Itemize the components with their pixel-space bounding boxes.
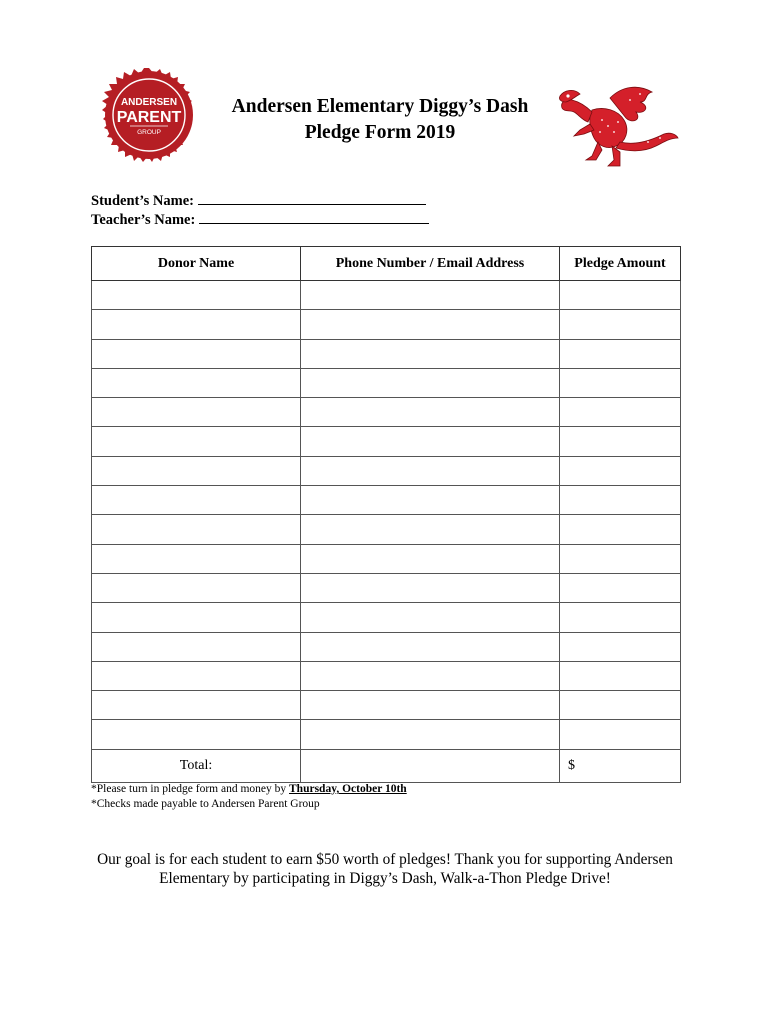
contact-cell[interactable] [301,573,560,602]
table-row [92,720,681,749]
pledge-amount-cell[interactable] [560,603,681,632]
pledge-amount-cell[interactable] [560,486,681,515]
table-row [92,632,681,661]
teacher-name-line[interactable] [199,210,429,224]
goal-message [80,850,690,888]
total-label: Total: [92,749,301,782]
donor-name-cell[interactable] [92,368,301,397]
contact-cell[interactable] [301,427,560,456]
note-deadline-text: *Please turn in pledge form and money by [91,783,290,795]
deadline-date: Thursday, October 10th [289,783,407,795]
logo-text-line2: PARENT [116,109,182,126]
total-blank-cell [301,749,560,782]
table-row [92,661,681,690]
pledge-amount-cell[interactable] [560,573,681,602]
contact-cell[interactable] [301,368,560,397]
donor-name-cell[interactable] [92,544,301,573]
contact-cell[interactable] [301,661,560,690]
table-row [92,398,681,427]
table-row [92,339,681,368]
pledge-amount-cell[interactable] [560,544,681,573]
table-row [92,515,681,544]
pledge-amount-cell[interactable] [560,515,681,544]
pledge-amount-cell[interactable] [560,368,681,397]
pledge-amount-cell[interactable] [560,310,681,339]
logo-text-line3: GROUP [137,129,161,136]
goal-line1: Our goal is for each student to earn $50 worth of pledges! Thank you for supporting Andersen [97,851,673,868]
donor-name-cell[interactable] [92,691,301,720]
contact-cell[interactable] [301,486,560,515]
donor-name-cell[interactable] [92,661,301,690]
teacher-name-field[interactable] [91,210,429,229]
teacher-name-label: Teacher’s Name: [91,212,196,228]
title-line1: Andersen Elementary Diggy’s Dash [231,96,529,117]
note-deadline [91,782,407,797]
header-pledge-amount: Pledge Amount [560,247,681,281]
pledge-amount-cell[interactable] [560,691,681,720]
table-row [92,486,681,515]
table-row [92,573,681,602]
donor-name-cell[interactable] [92,310,301,339]
title-line2: Pledge Form 2019 [304,122,456,143]
pledge-table [91,246,681,783]
contact-cell[interactable] [301,281,560,310]
pledge-amount-cell[interactable] [560,281,681,310]
student-name-field[interactable] [91,191,426,210]
table-row [92,368,681,397]
header-phone-email: Phone Number / Email Address [301,247,560,281]
pledge-amount-cell[interactable] [560,398,681,427]
donor-name-cell[interactable] [92,720,301,749]
total-amount[interactable]: $ [560,749,681,782]
table-row [92,427,681,456]
contact-cell[interactable] [301,398,560,427]
goal-line2: Elementary by participating in Diggy’s Dash, Walk-a-Thon Pledge Drive! [159,870,611,887]
donor-name-cell[interactable] [92,398,301,427]
donor-name-cell[interactable] [92,339,301,368]
pledge-amount-cell[interactable] [560,339,681,368]
contact-cell[interactable] [301,544,560,573]
pledge-amount-cell[interactable] [560,632,681,661]
student-name-label: Student’s Name: [91,193,194,209]
student-name-line[interactable] [198,191,426,205]
table-row [92,544,681,573]
table-header-row [92,247,681,281]
contact-cell[interactable] [301,691,560,720]
donor-name-cell[interactable] [92,281,301,310]
table-row [92,310,681,339]
dragon-mascot-icon [552,80,682,172]
table-row [92,281,681,310]
contact-cell[interactable] [301,720,560,749]
pledge-amount-cell[interactable] [560,720,681,749]
donor-name-cell[interactable] [92,427,301,456]
contact-cell[interactable] [301,632,560,661]
table-row [92,691,681,720]
contact-cell[interactable] [301,339,560,368]
donor-name-cell[interactable] [92,573,301,602]
table-row [92,456,681,485]
page-title [210,94,550,146]
notes [91,782,407,811]
donor-name-cell[interactable] [92,515,301,544]
andersen-parent-group-logo [102,68,196,162]
note-checks: *Checks made payable to Andersen Parent Group [91,797,320,810]
pledge-amount-cell[interactable] [560,661,681,690]
contact-cell[interactable] [301,515,560,544]
donor-name-cell[interactable] [92,486,301,515]
contact-cell[interactable] [301,456,560,485]
pledge-amount-cell[interactable] [560,456,681,485]
donor-name-cell[interactable] [92,603,301,632]
total-row [92,749,681,782]
pledge-amount-cell[interactable] [560,427,681,456]
donor-name-cell[interactable] [92,456,301,485]
contact-cell[interactable] [301,603,560,632]
logo-text-line1: ANDERSEN [120,97,178,108]
contact-cell[interactable] [301,310,560,339]
donor-name-cell[interactable] [92,632,301,661]
header-donor-name: Donor Name [92,247,301,281]
table-row [92,603,681,632]
